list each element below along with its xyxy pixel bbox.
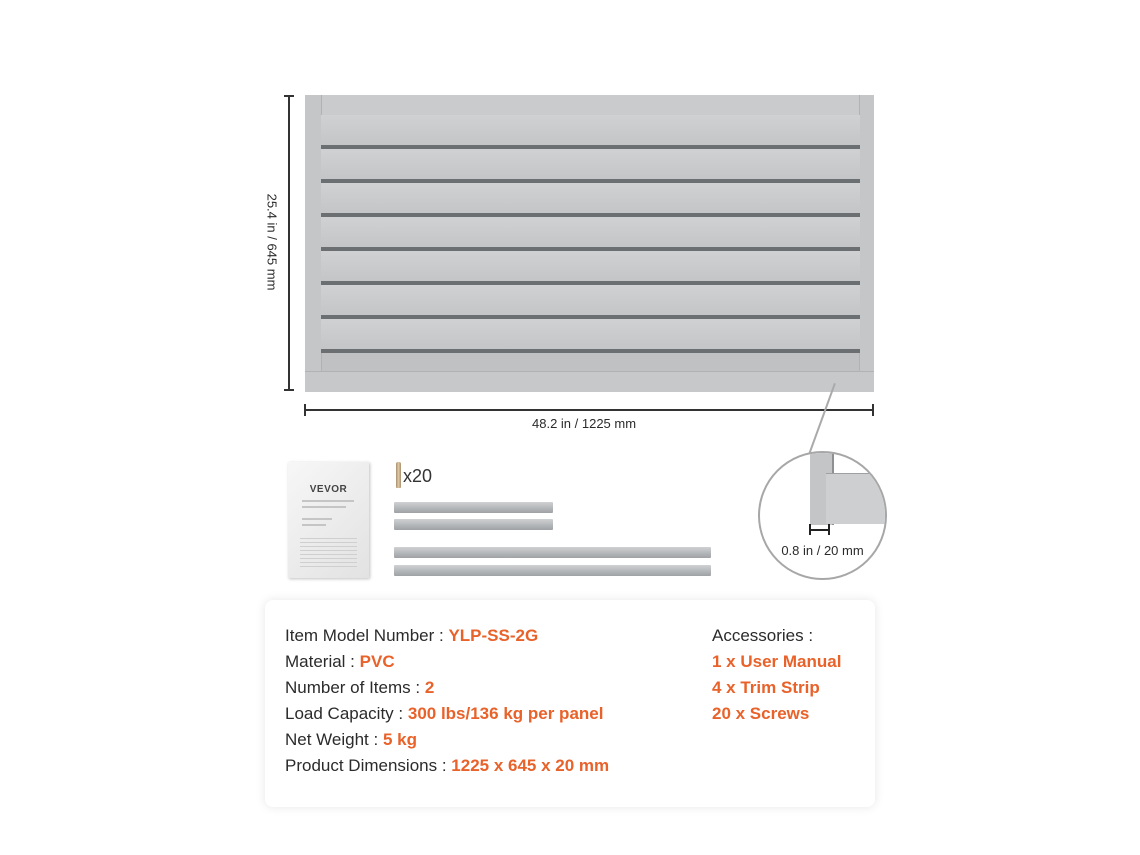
manual-brand-logo: VEVOR — [309, 484, 348, 495]
trim-strip-image — [394, 565, 711, 576]
spec-value: 300 lbs/136 kg per panel — [407, 704, 604, 723]
panel-slat — [321, 285, 860, 319]
spec-row-load-capacity — [285, 704, 603, 724]
manual-text-block — [300, 538, 357, 568]
spec-label: Product Dimensions : — [285, 756, 452, 775]
accessories-title: Accessories : — [712, 626, 814, 645]
thickness-dimension-cap — [828, 524, 830, 535]
width-dimension-cap — [304, 404, 306, 416]
trim-strip-image — [394, 502, 553, 513]
width-dimension-cap — [872, 404, 874, 416]
trim-strip-image — [394, 519, 553, 530]
manual-text-line — [302, 506, 346, 508]
accessory-item: 20 x Screws — [712, 704, 810, 723]
panel-frame-top — [305, 95, 874, 116]
trim-strip-image — [394, 547, 711, 558]
manual-text-line — [302, 500, 354, 502]
slatwall-panel-image — [305, 95, 874, 392]
width-dimension-line — [305, 409, 874, 411]
spec-value: PVC — [359, 652, 395, 671]
spec-value: YLP-SS-2G — [448, 626, 539, 645]
spec-row-dimensions — [285, 756, 609, 776]
spec-value: 2 — [424, 678, 435, 697]
spec-value: 1225 x 645 x 20 mm — [451, 756, 610, 775]
spec-row-material — [285, 652, 395, 672]
user-manual-image — [288, 462, 369, 578]
height-dimension-label: 25.4 in / 645 mm — [264, 193, 280, 291]
thickness-zoom-detail — [758, 451, 887, 580]
panel-slat — [321, 217, 860, 251]
height-dimension-cap — [284, 389, 294, 391]
panel-slat — [321, 149, 860, 183]
height-dimension-line — [288, 95, 290, 390]
panel-frame-bottom — [305, 371, 874, 392]
screw-icon — [396, 462, 401, 488]
spec-row-items — [285, 678, 434, 698]
zoom-panel-face — [826, 473, 887, 524]
thickness-dimension-line — [809, 529, 829, 531]
width-dimension-label: 48.2 in / 1225 mm — [532, 416, 637, 431]
thickness-dimension-label: 0.8 in / 20 mm — [781, 543, 864, 558]
accessory-item: 4 x Trim Strip — [712, 678, 820, 697]
panel-slat — [321, 115, 860, 149]
panel-slat — [321, 183, 860, 217]
zoom-pointer-line — [807, 383, 836, 459]
spec-label: Number of Items : — [285, 678, 425, 697]
spec-row-net-weight — [285, 730, 417, 750]
spec-label: Item Model Number : — [285, 626, 449, 645]
panel-slat — [321, 251, 860, 285]
specifications-card — [265, 600, 875, 807]
panel-frame-right — [859, 95, 874, 392]
screw-count-label: x20 — [403, 466, 433, 486]
height-dimension-cap — [284, 95, 294, 97]
spec-value: 5 kg — [382, 730, 417, 749]
spec-label: Net Weight : — [285, 730, 383, 749]
accessory-item: 1 x User Manual — [712, 652, 842, 671]
panel-slat — [321, 319, 860, 353]
spec-label: Load Capacity : — [285, 704, 408, 723]
spec-label: Material : — [285, 652, 360, 671]
manual-text-line — [302, 524, 326, 526]
panel-frame-left — [305, 95, 322, 392]
spec-row-model — [285, 626, 538, 646]
manual-text-line — [302, 518, 332, 520]
thickness-dimension-cap — [809, 524, 811, 535]
